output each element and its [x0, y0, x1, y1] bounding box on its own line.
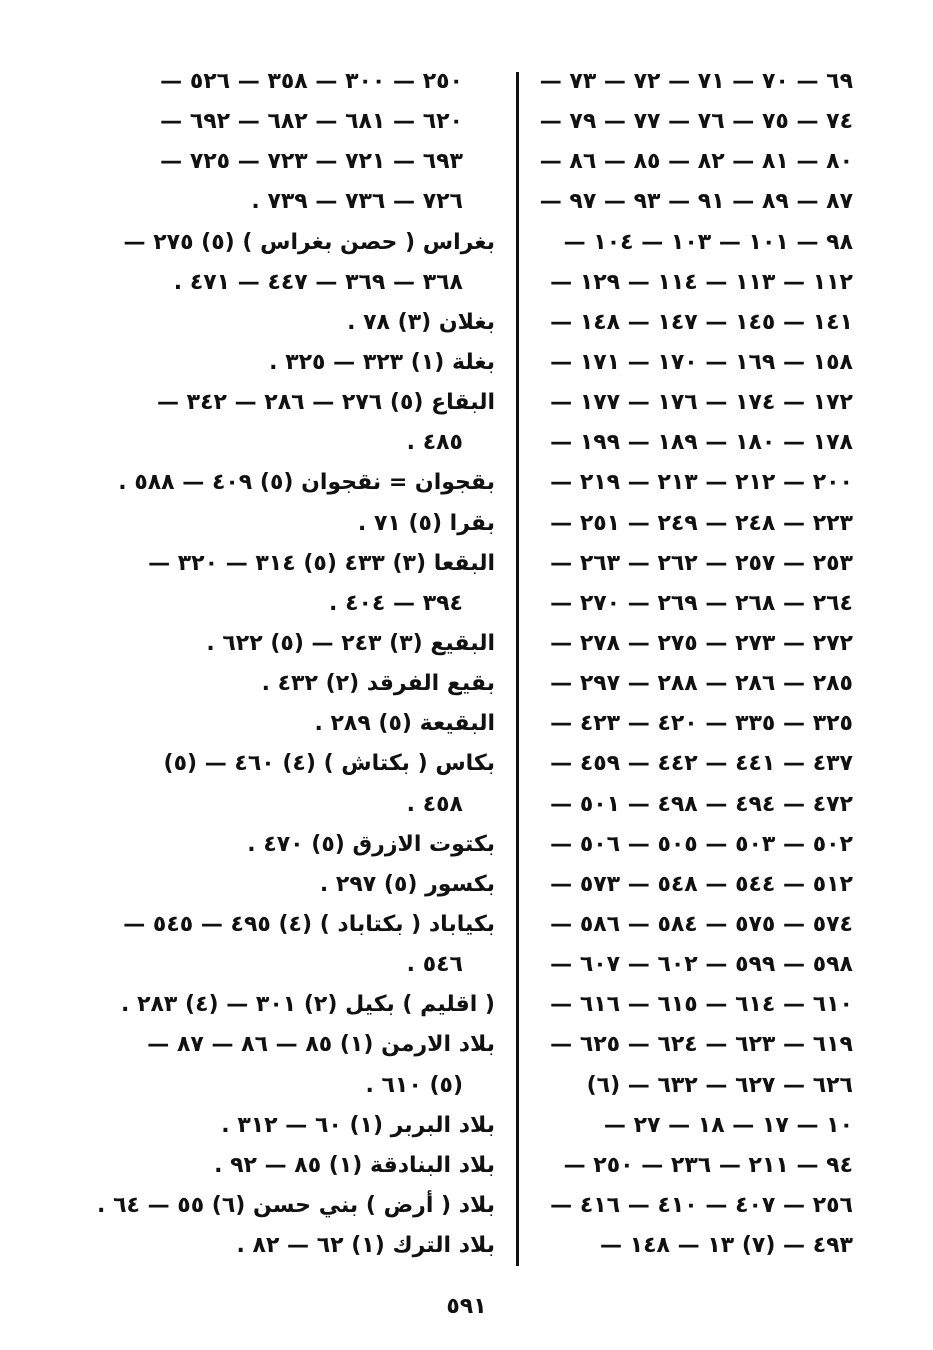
index-page-list-row: ٥٠٢ — ٥٠٣ — ٥٠٥ — ٥٠٦ — [550, 831, 853, 857]
index-page-list-row: ٨٧ — ٨٩ — ٩١ — ٩٣ — ٩٧ — [539, 189, 853, 215]
index-entry: البقعا (٣) ٤٣٣ (٥) ٣١٤ — ٣٢٠ — [148, 550, 495, 576]
index-page-list-row: ٣٢٥ — ٣٣٥ — ٤٢٠ — ٤٢٣ — [550, 711, 853, 737]
index-entry: بكاس ( بكتاش ) (٤) ٤٦٠ — (٥) [163, 751, 495, 777]
index-page-list-row: ٩٨ — ١٠١ — ١٠٣ — ١٠٤ — [563, 229, 853, 255]
index-entry: بقيع الفرقد (٢) ٤٣٢ . [261, 671, 495, 697]
index-page-list-row: ٢٦٤ — ٢٦٨ — ٢٦٩ — ٢٧٠ — [550, 590, 853, 616]
index-entry: بكسور (٥) ٢٩٧ . [319, 871, 495, 897]
index-entry: بغلة (١) ٣٢٣ — ٣٢٥ . [269, 349, 495, 375]
index-entry-continuation: ٣٩٤ — ٤٠٤ . [329, 590, 463, 616]
index-entry-continuation: ٢٥٠ — ٣٠٠ — ٣٥٨ — ٥٢٦ — [160, 69, 463, 94]
left-index-column [97, 62, 495, 1266]
index-entry: بغلان (٣) ٧٨ . [347, 309, 495, 335]
index-entry: البقاع (٥) ٢٧٦ — ٢٨٦ — ٣٤٢ — [157, 390, 495, 416]
index-entry-continuation: ٣٦٨ — ٣٦٩ — ٤٤٧ — ٤٧١ . [173, 269, 463, 295]
index-entry-continuation: ٦٩٣ — ٧٢١ — ٧٢٣ — ٧٢٥ — [160, 149, 463, 175]
index-entry-continuation: ٧٢٦ — ٧٣٦ — ٧٣٩ . [251, 189, 463, 215]
index-page-list-row: ٩٤ — ٢١١ — ٢٣٦ — ٢٥٠ — [563, 1152, 853, 1178]
index-entry: البقيع (٣) ٢٤٣ — (٥) ٦٢٢ . [206, 630, 495, 656]
index-entry: بكياباد ( بكتاباد ) (٤) ٤٩٥ — ٥٤٥ — [123, 911, 495, 937]
index-page-list-row: ٦١٩ — ٦٢٣ — ٦٢٤ — ٦٢٥ — [550, 1032, 853, 1058]
index-entry: بلاد ( أرض ) بني حسن (٦) ٥٥ — ٦٤ . [97, 1192, 495, 1218]
index-entry: ( اقليم ) بكيل (٢) ٣٠١ — (٤) ٢٨٣ . [121, 992, 495, 1018]
page-number: ٥٩١ [446, 1294, 487, 1319]
index-page-list-row: ٦٢٦ — ٦٢٧ — ٦٣٢ — (٦) [586, 1072, 853, 1098]
index-page-list-row: ٢٨٥ — ٢٨٦ — ٢٨٨ — ٢٩٧ — [550, 671, 853, 697]
right-index-column [539, 62, 853, 1266]
index-entry: بغراس ( حصن بغراس ) (٥) ٢٧٥ — [123, 229, 495, 255]
index-page-list-row: ٢٥٦ — ٤٠٧ — ٤١٠ — ٤١٦ — [550, 1192, 853, 1218]
index-entry: بلاد البربر (١) ٦٠ — ٣١٢ . [221, 1112, 495, 1138]
index-page-list-row: ٥١٢ — ٥٤٤ — ٥٤٨ — ٥٧٣ — [550, 871, 853, 897]
index-entry: بقرا (٥) ٧١ . [357, 510, 495, 536]
index-entry: بلاد البنادقة (١) ٨٥ — ٩٢ . [214, 1152, 495, 1178]
index-entry-continuation: (٥) ٦١٠ . [365, 1072, 463, 1098]
index-entry: البقيعة (٥) ٢٨٩ . [314, 711, 495, 737]
index-page-list-row: ٤٧٢ — ٤٩٤ — ٤٩٨ — ٥٠١ — [550, 791, 853, 817]
column-divider [516, 72, 519, 1266]
index-page-list-row: ١٧٨ — ١٨٠ — ١٨٩ — ١٩٩ — [550, 430, 853, 456]
index-page-list-row: ١٤١ — ١٤٥ — ١٤٧ — ١٤٨ — [550, 309, 853, 335]
index-entry-continuation: ٤٥٨ . [406, 791, 463, 817]
index-page-list-row: ٢٧٢ — ٢٧٣ — ٢٧٥ — ٢٧٨ — [550, 630, 853, 656]
index-entry-continuation: ٦٢٠ — ٦٨١ — ٦٨٢ — ٦٩٢ — [160, 109, 463, 135]
index-page-list-row: ٥٧٤ — ٥٧٥ — ٥٨٤ — ٥٨٦ — [550, 911, 853, 937]
index-page-list-row: ١٠ — ١٧ — ١٨ — ٢٧ — [603, 1112, 853, 1138]
index-entry: بلاد الترك (١) ٦٢ — ٨٢ . [236, 1233, 495, 1259]
index-page-list-row: ٥٩٨ — ٥٩٩ — ٦٠٢ — ٦٠٧ — [550, 952, 853, 978]
index-page-list-row: ٤٩٣ — (٧) ١٣ — ١٤٨ — [600, 1233, 853, 1259]
index-entry-continuation: ٥٤٦ . [406, 952, 463, 978]
index-page-list-row: ٨٠ — ٨١ — ٨٢ — ٨٥ — ٨٦ — [539, 149, 853, 175]
index-page-list-row: ٢٠٠ — ٢١٢ — ٢١٣ — ٢١٩ — [550, 470, 853, 496]
index-page-list-row: ٢٢٣ — ٢٤٨ — ٢٤٩ — ٢٥١ — [550, 510, 853, 536]
index-entry: بلاد الارمن (١) ٨٥ — ٨٦ — ٨٧ — [147, 1032, 495, 1058]
index-entry: بقجوان = نقجوان (٥) ٤٠٩ — ٥٨٨ . [118, 470, 495, 496]
index-page-list-row: ٧٤ — ٧٥ — ٧٦ — ٧٧ — ٧٩ — [539, 109, 853, 135]
index-page-list-row: ١١٢ — ١١٣ — ١١٤ — ١٢٩ — [550, 269, 853, 295]
index-page-list-row: ٤٣٧ — ٤٤١ — ٤٤٢ — ٤٥٩ — [550, 751, 853, 777]
index-page-list-row: ١٥٨ — ١٦٩ — ١٧٠ — ١٧١ — [550, 349, 853, 375]
index-page-list-row: ٢٥٣ — ٢٥٧ — ٢٦٢ — ٢٦٣ — [550, 550, 853, 576]
index-page-list-row: ١٧٢ — ١٧٤ — ١٧٦ — ١٧٧ — [550, 390, 853, 416]
index-entry-continuation: ٤٨٥ . [406, 430, 463, 456]
index-entry: بكتوت الازرق (٥) ٤٧٠ . [247, 831, 495, 857]
index-page-list-row: ٦١٠ — ٦١٤ — ٦١٥ — ٦١٦ — [550, 992, 853, 1018]
index-page-list-row: ٦٩ — ٧٠ — ٧١ — ٧٢ — ٧٣ — [539, 69, 853, 94]
